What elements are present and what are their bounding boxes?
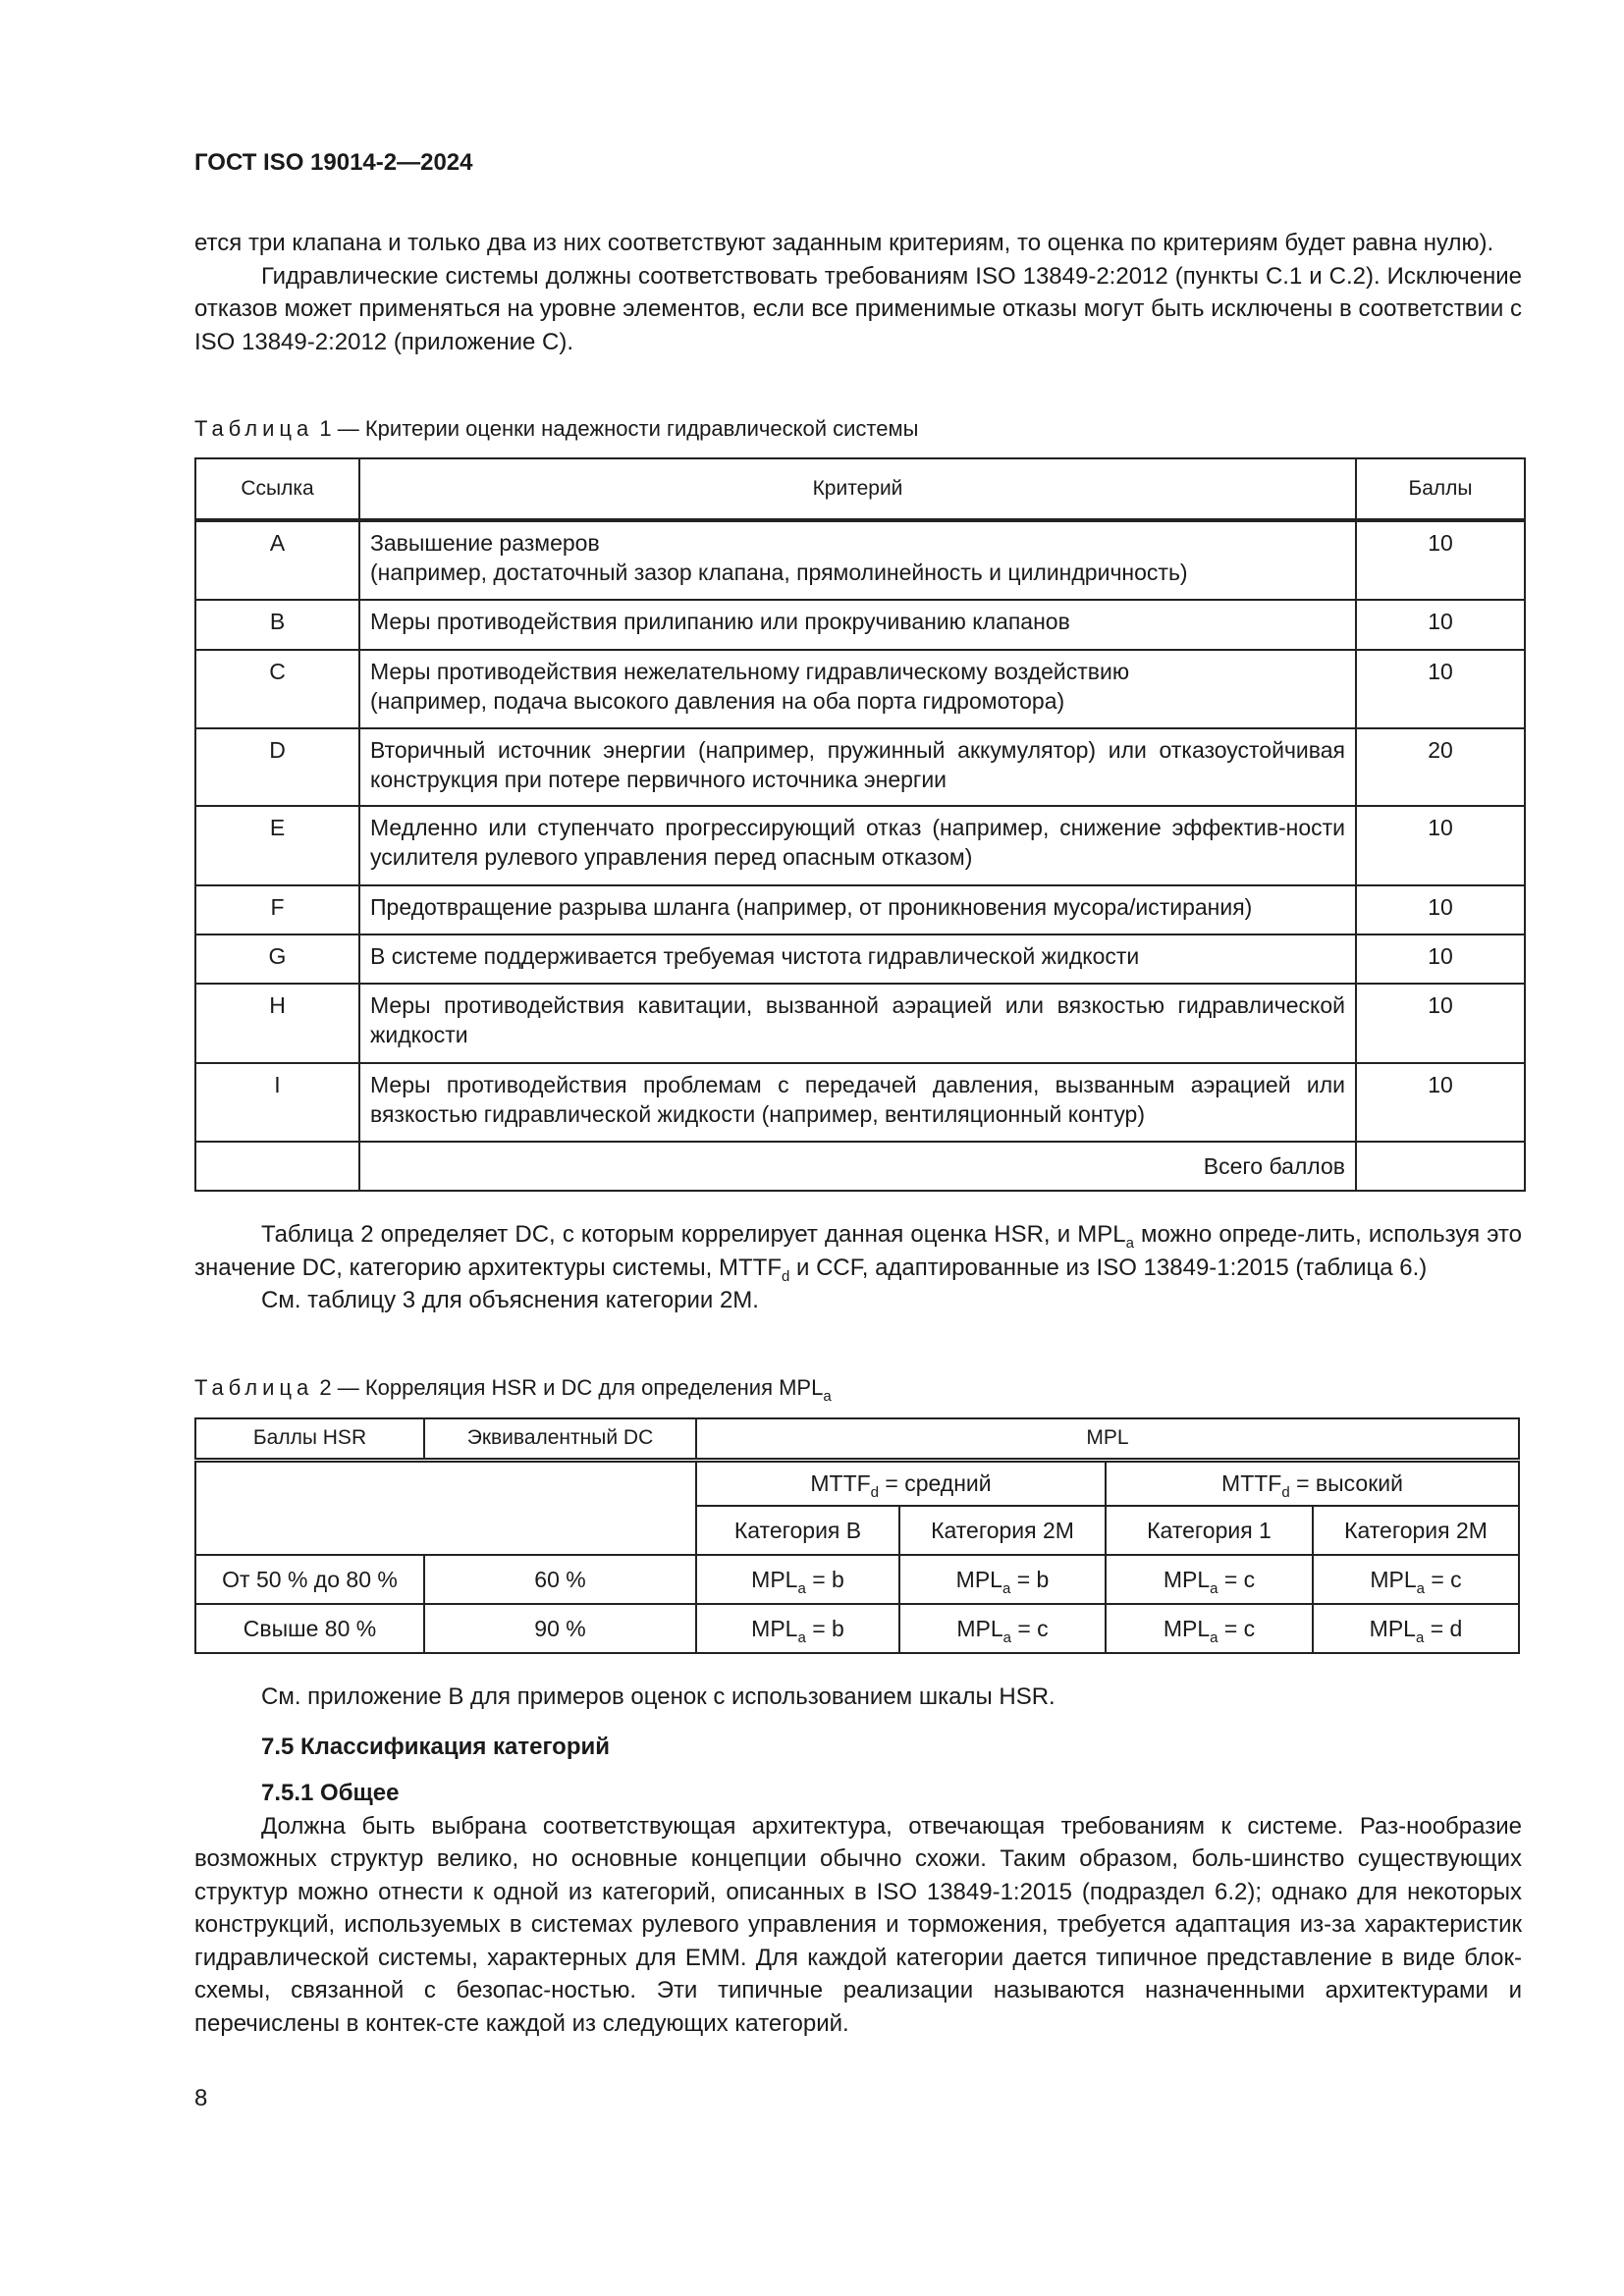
score-cell: 10 bbox=[1356, 650, 1525, 728]
criterion-text: Меры противодействия нежелательному гидравлическому воздействию bbox=[370, 659, 1130, 684]
table-row bbox=[195, 600, 1525, 650]
text: MPL bbox=[1163, 1567, 1211, 1592]
caption-text: 1 — Критерии оценки надежности гидравлической системы bbox=[319, 416, 919, 441]
mpl-cell bbox=[1106, 1555, 1313, 1604]
subscript: a bbox=[1125, 1235, 1134, 1252]
hsr-cell: Свыше 80 % bbox=[195, 1604, 424, 1653]
text: = средний bbox=[885, 1470, 992, 1497]
ref-cell: B bbox=[195, 600, 359, 650]
criterion-text: Завышение размеров bbox=[370, 530, 600, 556]
criterion-cell bbox=[359, 806, 1356, 885]
header-cell: Критерий bbox=[359, 458, 1356, 520]
criterion-cell bbox=[359, 984, 1356, 1063]
paragraph: См. таблицу 3 для объяснения категории 2М. bbox=[261, 1287, 759, 1313]
score-cell: 10 bbox=[1356, 885, 1525, 934]
section-heading: 7.5 Классификация категорий bbox=[261, 1733, 610, 1760]
table1-caption bbox=[194, 416, 1522, 442]
score-cell: 10 bbox=[1356, 1063, 1525, 1142]
ref-cell: C bbox=[195, 650, 359, 728]
text: = высокий bbox=[1296, 1470, 1403, 1497]
criterion-cell bbox=[359, 520, 1356, 600]
text: = b bbox=[812, 1567, 844, 1592]
mpl-cell bbox=[1106, 1604, 1313, 1653]
mpl-cell bbox=[899, 1555, 1106, 1604]
mpl-cell bbox=[1313, 1555, 1519, 1604]
table-header-row bbox=[195, 1418, 1519, 1460]
total-label: Всего баллов bbox=[359, 1142, 1356, 1191]
table2-caption bbox=[194, 1375, 1522, 1405]
mid-text bbox=[194, 1218, 1522, 1317]
dc-cell: 90 % bbox=[424, 1604, 696, 1653]
document-header: ГОСТ ISO 19014-2—2024 bbox=[194, 149, 473, 176]
table-row bbox=[195, 728, 1525, 806]
score-cell: 20 bbox=[1356, 728, 1525, 806]
text: = c bbox=[1017, 1616, 1049, 1641]
score-cell: 10 bbox=[1356, 984, 1525, 1063]
ref-cell: G bbox=[195, 934, 359, 984]
paragraph: Должна быть выбрана соответствующая архитектура, отвечающая требованиям к системе. Раз-нообразие возможных структур велико, но основные концепции обычно схожи. Таким образом, боль-шинство существующих структур можно отнести к одной из категорий, описанных в ISO 13849-1:2015 (подраздел 6.2); однако для некоторых конструкций, используемых в системах рулевого управления и торможения, требуется адаптация из-за характеристик гидравлической системы, характерных для ЕММ. Для каждой категории дается типичное представление в виде блок-схемы, связанной с безопас-ностью. Эти типичные реализации называются назначенными архитектурами и перечислены в контек-сте каждой из следующих категорий. bbox=[194, 1812, 1522, 2037]
subscript: a bbox=[1002, 1629, 1011, 1646]
header-cell: Баллы HSR bbox=[195, 1418, 424, 1460]
criterion-cell bbox=[359, 600, 1356, 650]
criterion-text: Меры противодействия проблемам с передачей давления, вызванным аэрацией или вязкостью гидравлической жидкости (например, вентиляционный контур) bbox=[370, 1072, 1345, 1127]
header-cell: Эквивалентный DC bbox=[424, 1418, 696, 1460]
text: MPL bbox=[751, 1616, 798, 1641]
text: = b bbox=[812, 1616, 844, 1641]
category-cell: Категория 2М bbox=[899, 1506, 1106, 1555]
hsr-cell: От 50 % до 80 % bbox=[195, 1555, 424, 1604]
mpl-cell bbox=[696, 1604, 899, 1653]
criteria-table bbox=[194, 457, 1526, 1192]
after-text bbox=[194, 1681, 1522, 2040]
text: MPL bbox=[1369, 1616, 1416, 1641]
criterion-cell bbox=[359, 650, 1356, 728]
header-cell: Баллы bbox=[1356, 458, 1525, 520]
subscript: a bbox=[1001, 1580, 1011, 1597]
subscript: a bbox=[1415, 1629, 1425, 1646]
ref-cell: E bbox=[195, 806, 359, 885]
text: MPL bbox=[1163, 1616, 1211, 1641]
text: MTTF bbox=[810, 1470, 871, 1497]
subscript: a bbox=[1210, 1629, 1218, 1646]
text: MPL bbox=[751, 1567, 798, 1592]
criterion-cell bbox=[359, 1063, 1356, 1142]
criterion-cell bbox=[359, 885, 1356, 934]
paragraph: См. приложение B для примеров оценок с использованием шкалы HSR. bbox=[261, 1683, 1056, 1710]
table-row bbox=[195, 650, 1525, 728]
subscript: d bbox=[781, 1267, 790, 1285]
table-row bbox=[195, 806, 1525, 885]
subscript: d bbox=[870, 1484, 880, 1502]
caption-text: 2 — Корреляция HSR и DC для определения MPL bbox=[319, 1375, 824, 1400]
text: можно опреде-лить, используя это значение DC, категорию архитектуры системы, MTTF bbox=[194, 1221, 1523, 1281]
category-cell: Категория B bbox=[696, 1506, 899, 1555]
mttf-high bbox=[1106, 1460, 1519, 1506]
subscript: d bbox=[1281, 1484, 1290, 1502]
paragraph: ется три клапана и только два из них соответствуют заданным критериям, то оценка по критериям будет равна нулю). bbox=[194, 230, 1494, 256]
hsr-dc-table bbox=[194, 1417, 1520, 1654]
text: MPL bbox=[956, 1616, 1003, 1641]
criterion-text: Предотвращение разрыва шланга (например, от проникновения мусора/истирания) bbox=[370, 894, 1253, 920]
page-number: 8 bbox=[194, 2085, 208, 2111]
text: MTTF bbox=[1221, 1470, 1282, 1497]
ref-cell: I bbox=[195, 1063, 359, 1142]
criterion-text: Меры противодействия прилипанию или прокручиванию клапанов bbox=[370, 609, 1070, 634]
table-row bbox=[195, 934, 1525, 984]
text: = c bbox=[1431, 1567, 1462, 1592]
total-row bbox=[195, 1142, 1525, 1191]
text: Таблица 2 определяет DC, с которым коррелирует данная оценка HSR, и MPL bbox=[261, 1221, 1126, 1248]
criterion-cell bbox=[359, 728, 1356, 806]
header-cell: MPL bbox=[696, 1418, 1519, 1460]
subsection-heading: 7.5.1 Общее bbox=[261, 1780, 400, 1806]
text: = c bbox=[1223, 1616, 1256, 1641]
score-cell: 10 bbox=[1356, 934, 1525, 984]
mpl-cell bbox=[1313, 1604, 1519, 1653]
category-cell: Категория 1 bbox=[1106, 1506, 1313, 1555]
score-cell: 10 bbox=[1356, 520, 1525, 600]
table-row bbox=[195, 520, 1525, 600]
ref-cell: H bbox=[195, 984, 359, 1063]
paragraph bbox=[194, 1218, 1522, 1284]
text: = c bbox=[1223, 1567, 1256, 1592]
ref-cell: A bbox=[195, 520, 359, 600]
text: MPL bbox=[1370, 1567, 1417, 1592]
table-row bbox=[195, 885, 1525, 934]
subscript: a bbox=[797, 1629, 806, 1646]
score-cell: 10 bbox=[1356, 600, 1525, 650]
criterion-cell bbox=[359, 934, 1356, 984]
criterion-note: (например, подача высокого давления на оба порта гидромотора) bbox=[370, 688, 1065, 714]
criterion-text: Медленно или ступенчато прогрессирующий отказ (например, снижение эффектив-ности усилителя рулевого управления перед опасным отказом) bbox=[370, 815, 1345, 870]
table-row bbox=[195, 1063, 1525, 1142]
mpl-cell bbox=[696, 1555, 899, 1604]
criterion-text: Меры противодействия кавитации, вызванной аэрацией или вязкостью гидравлической жидкости bbox=[370, 992, 1345, 1047]
mttf-medium bbox=[696, 1460, 1106, 1506]
paragraph: Гидравлические системы должны соответствовать требованиям ISO 13849-2:2012 (пункты С.1 и С.2). Исключение отказов может применяться на уровне элементов, если все применимые отказы могут быть исключены в соответствии с ISO 13849-2:2012 (приложение С). bbox=[194, 262, 1522, 355]
subscript: a bbox=[797, 1580, 806, 1597]
subscript: a bbox=[823, 1388, 832, 1405]
header-cell: Ссылка bbox=[195, 458, 359, 520]
text: = b bbox=[1016, 1567, 1050, 1592]
ref-cell: F bbox=[195, 885, 359, 934]
category-cell: Категория 2М bbox=[1313, 1506, 1519, 1555]
mttf-row bbox=[195, 1460, 1519, 1506]
intro-text bbox=[194, 227, 1522, 358]
criterion-note: (например, достаточный зазор клапана, прямолинейность и цилиндричность) bbox=[370, 560, 1188, 585]
caption-prefix: Таблица bbox=[194, 416, 314, 441]
criterion-text: Вторичный источник энергии (например, пружинный аккумулятор) или отказоустойчивая конструкция при потере первичного источника энергии bbox=[370, 737, 1345, 792]
text: MPL bbox=[955, 1567, 1002, 1592]
score-cell: 10 bbox=[1356, 806, 1525, 885]
mpl-cell bbox=[899, 1604, 1106, 1653]
table-header-row bbox=[195, 458, 1525, 520]
ref-cell: D bbox=[195, 728, 359, 806]
caption-prefix: Таблица bbox=[194, 1375, 314, 1400]
subscript: a bbox=[1210, 1580, 1218, 1597]
subscript: a bbox=[1416, 1580, 1425, 1597]
table-row bbox=[195, 1555, 1519, 1604]
text: = d bbox=[1430, 1616, 1463, 1641]
criterion-text: В системе поддерживается требуемая чистота гидравлической жидкости bbox=[370, 943, 1140, 969]
dc-cell: 60 % bbox=[424, 1555, 696, 1604]
text: и CCF, адаптированные из ISO 13849-1:2015 (таблица 6.) bbox=[789, 1254, 1428, 1281]
table-row bbox=[195, 984, 1525, 1063]
table-row bbox=[195, 1604, 1519, 1653]
